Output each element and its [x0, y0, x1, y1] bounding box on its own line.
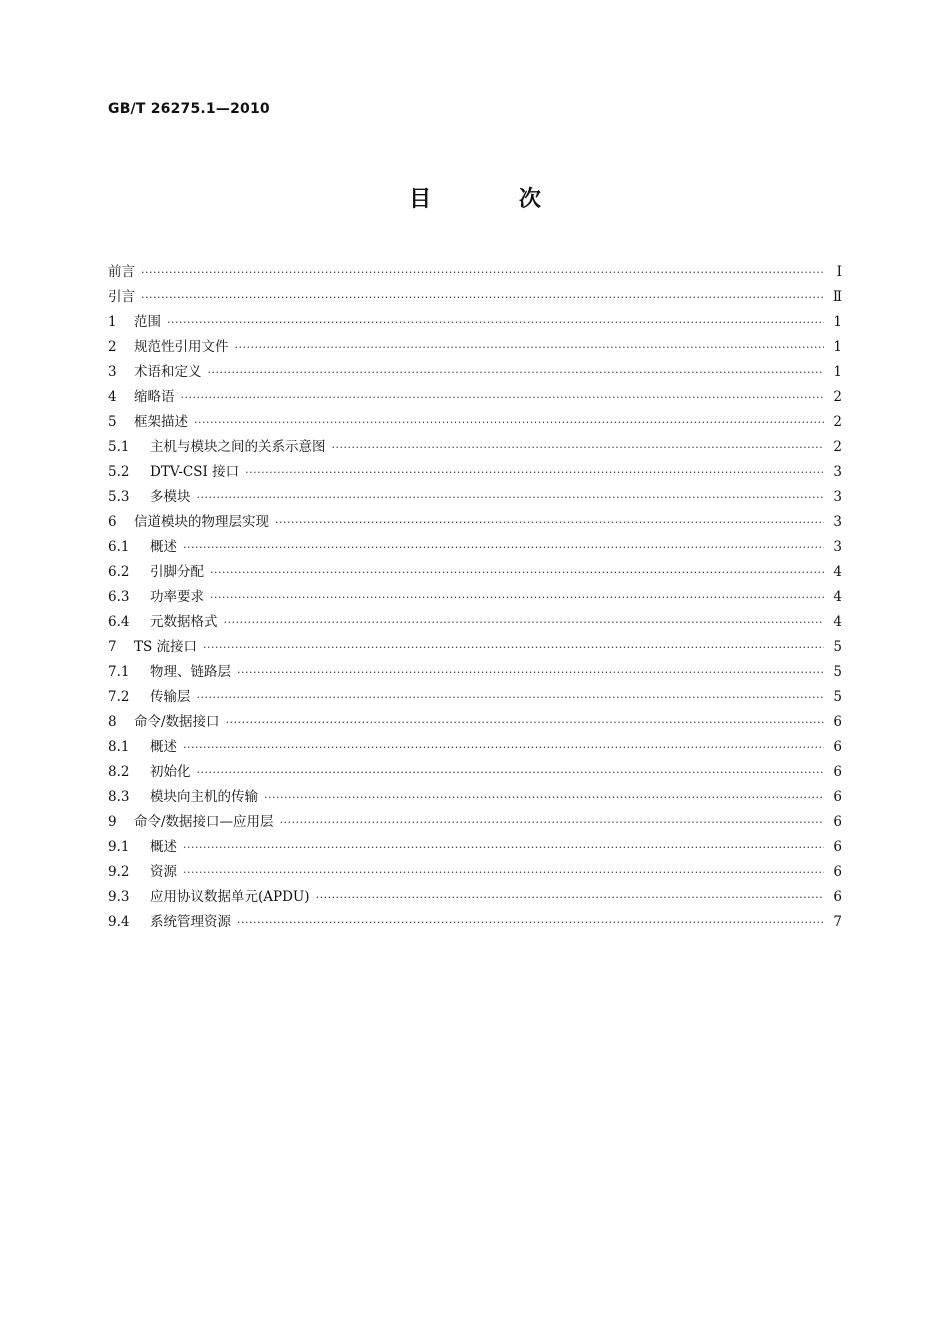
- toc-entry[interactable]: [108, 435, 842, 460]
- toc-entry-label: 元数据格式: [150, 614, 218, 630]
- toc-entry[interactable]: [108, 460, 842, 485]
- toc-entry[interactable]: [108, 535, 842, 560]
- toc-entry-page: 4: [833, 614, 842, 630]
- toc-entry-page: 4: [833, 564, 842, 580]
- toc-entry-label: 缩略语: [134, 389, 175, 405]
- toc-entry-number: 7: [108, 639, 117, 655]
- toc-entry-label: 主机与模块之间的关系示意图: [150, 439, 326, 455]
- toc-entry-number: 8.3: [108, 789, 130, 805]
- toc-entry-label: 物理、链路层: [150, 664, 231, 680]
- toc-entry[interactable]: [108, 810, 842, 835]
- toc-entry[interactable]: [108, 560, 842, 585]
- toc-entry-number: 2: [108, 339, 117, 355]
- toc-entry-page: 6: [833, 764, 842, 780]
- toc-entry-page: 6: [833, 739, 842, 755]
- toc-entry-label: 命令/数据接口: [134, 714, 220, 730]
- toc-entry[interactable]: [108, 485, 842, 510]
- toc-entry-page: 1: [833, 364, 842, 380]
- toc-entry-number: 5.1: [108, 439, 130, 455]
- toc-entry[interactable]: [108, 760, 842, 785]
- leader-dots: [181, 385, 825, 410]
- toc-entry[interactable]: [108, 860, 842, 885]
- leader-dots: [183, 835, 824, 860]
- toc-entry[interactable]: [108, 410, 842, 435]
- toc-entry-page: 1: [833, 314, 842, 330]
- toc-entry-page: 6: [833, 864, 842, 880]
- leader-dots: [237, 910, 824, 935]
- toc-entry-page: 1: [833, 339, 842, 355]
- toc-entry-number: 6.4: [108, 614, 130, 630]
- toc-entry-label: 术语和定义: [134, 364, 202, 380]
- toc-entry[interactable]: [108, 735, 842, 760]
- toc-entry-label: 概述: [150, 739, 177, 755]
- toc-entry-page: 6: [833, 889, 842, 905]
- leader-dots: [141, 260, 824, 285]
- leader-dots: [235, 335, 825, 360]
- leader-dots: [210, 585, 824, 610]
- toc-entry[interactable]: [108, 785, 842, 810]
- leader-dots: [197, 485, 825, 510]
- toc-entry-label: DTV-CSI 接口: [150, 464, 240, 480]
- toc-entry[interactable]: [108, 585, 842, 610]
- toc-entry-page: 3: [833, 464, 842, 480]
- toc-entry-label: 范围: [134, 314, 161, 330]
- toc-entry-label: 系统管理资源: [150, 914, 231, 930]
- toc-entry[interactable]: [108, 510, 842, 535]
- leader-dots: [183, 735, 824, 760]
- toc-entry-page: Ⅱ: [832, 289, 842, 305]
- toc-entry[interactable]: [108, 360, 842, 385]
- toc-entry-page: 3: [833, 489, 842, 505]
- leader-dots: [245, 460, 824, 485]
- leader-dots: [226, 710, 824, 735]
- toc-entry-number: 4: [108, 389, 117, 405]
- toc-entry-page: 6: [833, 839, 842, 855]
- leader-dots: [203, 635, 824, 660]
- toc-entry-number: 5.2: [108, 464, 130, 480]
- toc-entry-label: 多模块: [150, 489, 191, 505]
- toc-entry-number: 6.1: [108, 539, 130, 555]
- toc-entry[interactable]: [108, 885, 842, 910]
- toc-entry[interactable]: [108, 710, 842, 735]
- toc-entry-page: 6: [833, 714, 842, 730]
- toc-entry-number: 8.1: [108, 739, 130, 755]
- toc-entry-label: 应用协议数据单元(APDU): [150, 889, 310, 905]
- toc-entry[interactable]: [108, 660, 842, 685]
- toc-entry-number: 8: [108, 714, 117, 730]
- leader-dots: [167, 310, 824, 335]
- toc-entry-page: 5: [833, 689, 842, 705]
- toc-entry-label: TS 流接口: [134, 639, 198, 655]
- leader-dots: [141, 285, 824, 310]
- toc-entry-label: 引言: [108, 289, 135, 305]
- toc-entry[interactable]: [108, 685, 842, 710]
- toc-entry-number: 8.2: [108, 764, 130, 780]
- leader-dots: [264, 785, 824, 810]
- toc-entry-label: 命令/数据接口—应用层: [134, 814, 274, 830]
- toc-entry-number: 5.3: [108, 489, 130, 505]
- toc-entry-number: 7.2: [108, 689, 130, 705]
- toc-entry[interactable]: [108, 260, 842, 285]
- toc-entry-number: 9: [108, 814, 117, 830]
- leader-dots: [183, 535, 824, 560]
- toc-entry-number: 9.2: [108, 864, 130, 880]
- toc-entry-label: 规范性引用文件: [134, 339, 229, 355]
- toc-entry-page: Ⅰ: [836, 264, 842, 280]
- toc-entry-page: 5: [833, 639, 842, 655]
- toc-entry-number: 7.1: [108, 664, 130, 680]
- toc-entry-label: 引脚分配: [150, 564, 204, 580]
- leader-dots: [197, 760, 825, 785]
- toc-entry[interactable]: [108, 285, 842, 310]
- toc-entry-page: 3: [833, 514, 842, 530]
- toc-entry-label: 概述: [150, 839, 177, 855]
- leader-dots: [183, 860, 824, 885]
- toc-entry-number: 9.4: [108, 914, 130, 930]
- toc-entry[interactable]: [108, 335, 842, 360]
- standard-code: GB/T 26275.1—2010: [108, 101, 270, 117]
- toc-entry-number: 6.2: [108, 564, 130, 580]
- toc-entry-page: 6: [833, 814, 842, 830]
- leader-dots: [280, 810, 824, 835]
- toc-entry-number: 6: [108, 514, 117, 530]
- toc-entry-number: 1: [108, 314, 117, 330]
- page-title: 目 次: [409, 187, 581, 212]
- toc-entry-label: 框架描述: [134, 414, 188, 430]
- leader-dots: [208, 360, 825, 385]
- toc-entry-page: 6: [833, 789, 842, 805]
- toc-entry[interactable]: [108, 835, 842, 860]
- leader-dots: [237, 660, 824, 685]
- toc-entry-page: 2: [833, 439, 842, 455]
- toc-entry-number: 5: [108, 414, 117, 430]
- toc-entry-page: 7: [833, 914, 842, 930]
- toc-entry-page: 2: [833, 414, 842, 430]
- toc-entry[interactable]: [108, 635, 842, 660]
- leader-dots: [275, 510, 824, 535]
- toc-entry-label: 前言: [108, 264, 135, 280]
- toc-entry-label: 模块向主机的传输: [150, 789, 258, 805]
- leader-dots: [194, 410, 824, 435]
- toc-entry[interactable]: [108, 910, 842, 935]
- toc-entry-page: 2: [833, 389, 842, 405]
- toc-entry-label: 资源: [150, 864, 177, 880]
- toc-entry-page: 4: [833, 589, 842, 605]
- toc-entry-page: 3: [833, 539, 842, 555]
- toc-entry-number: 6.3: [108, 589, 130, 605]
- leader-dots: [316, 885, 824, 910]
- toc-entry-label: 概述: [150, 539, 177, 555]
- toc-entry-label: 信道模块的物理层实现: [134, 514, 269, 530]
- leader-dots: [210, 560, 824, 585]
- toc-entry[interactable]: [108, 385, 842, 410]
- leader-dots: [332, 435, 825, 460]
- toc-entry[interactable]: [108, 310, 842, 335]
- leader-dots: [224, 610, 825, 635]
- toc-entry-number: 9.1: [108, 839, 130, 855]
- toc-entry-label: 功率要求: [150, 589, 204, 605]
- toc-entry-page: 5: [833, 664, 842, 680]
- toc-entry-label: 初始化: [150, 764, 191, 780]
- table-of-contents: [108, 260, 842, 935]
- toc-entry[interactable]: [108, 610, 842, 635]
- toc-entry-number: 9.3: [108, 889, 130, 905]
- leader-dots: [197, 685, 825, 710]
- toc-entry-label: 传输层: [150, 689, 191, 705]
- toc-entry-number: 3: [108, 364, 117, 380]
